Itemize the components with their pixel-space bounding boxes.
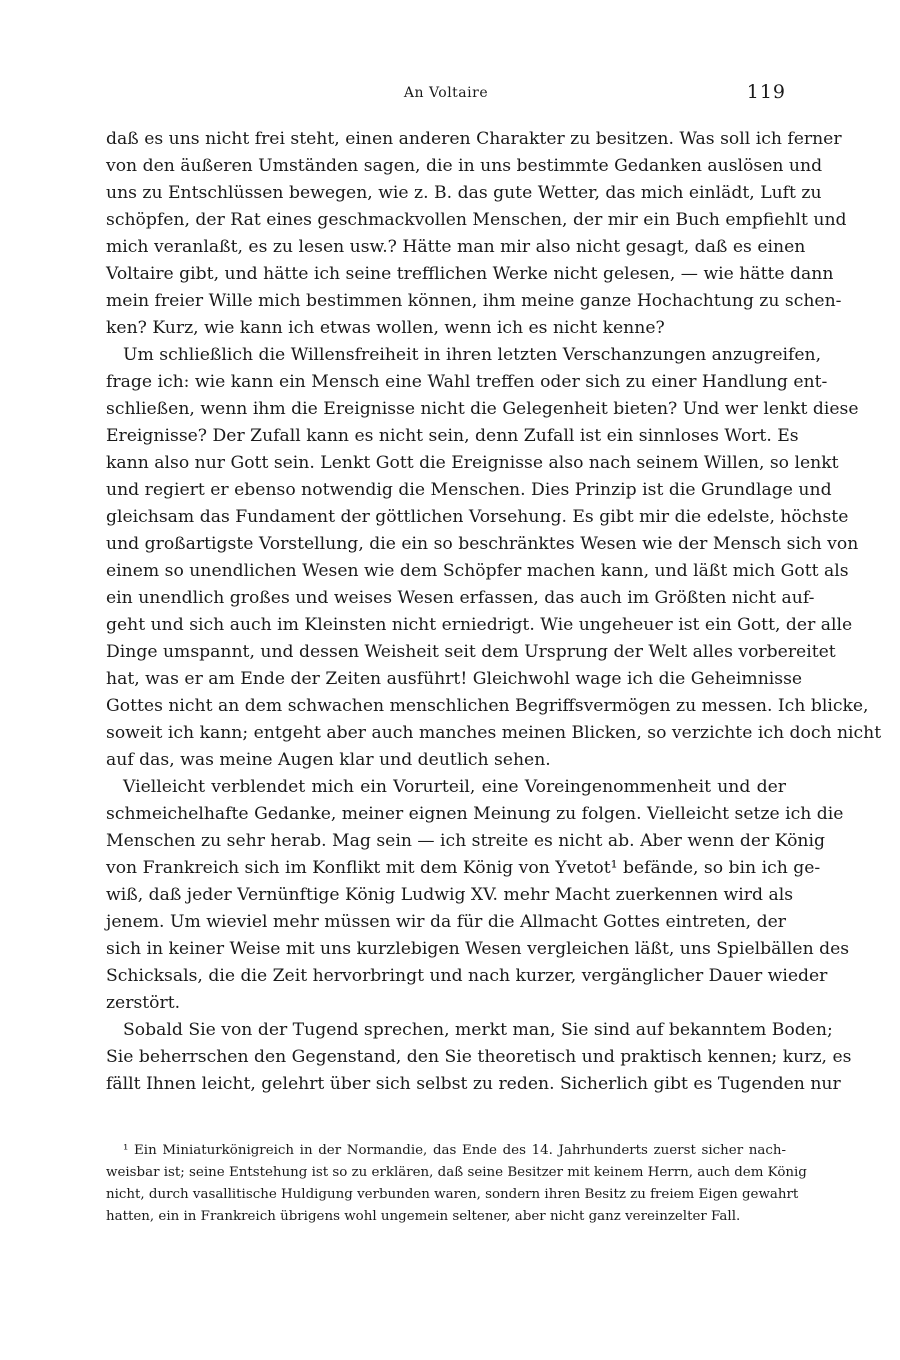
paragraph <box>106 342 882 774</box>
text-line: von den äußeren Umständen sagen, die in uns bestimmte Gedanken auslösen und <box>106 156 823 176</box>
running-head <box>106 81 786 109</box>
text-line: frage ich: wie kann ein Mensch eine Wahl treffen oder sich zu einer Handlung ent- <box>106 372 828 392</box>
text-line: von Frankreich sich im Konflikt mit dem König von Yvetot¹ befände, so bin ich ge- <box>106 858 821 878</box>
text-line: Ereignisse? Der Zufall kann es nicht sein, denn Zufall ist ein sinnloses Wort. Es <box>106 426 799 446</box>
text-line: mein freier Wille mich bestimmen können, ihm meine ganze Hochachtung zu schen- <box>106 291 842 311</box>
text-line: zerstört. <box>106 993 181 1013</box>
text-line: und regiert er ebenso notwendig die Menschen. Dies Prinzip ist die Grundlage und <box>106 480 832 500</box>
paragraph <box>106 774 850 1017</box>
text-line: Sobald Sie von der Tugend sprechen, merkt man, Sie sind auf bekanntem Boden; <box>123 1020 833 1040</box>
text-line: soweit ich kann; entgeht aber auch manches meinen Blicken, so verzichte ich doch nicht <box>106 723 882 743</box>
text-line: und großartigste Vorstellung, die ein so beschränktes Wesen wie der Mensch sich von <box>106 534 859 554</box>
paragraph <box>106 1017 852 1098</box>
text-line: Dinge umspannt, und dessen Weisheit seit dem Ursprung der Welt alles vorbereitet <box>106 642 836 662</box>
text-line: schmeichelhafte Gedanke, meiner eignen Meinung zu folgen. Vielleicht setze ich die <box>106 804 844 824</box>
footnote-line: weisbar ist; seine Entstehung ist so zu erklären, daß seine Besitzer mit keinem Herrn, auch dem König <box>106 1165 807 1180</box>
text-line: Schicksals, die die Zeit hervorbringt und nach kurzer, vergänglicher Dauer wieder <box>106 966 828 986</box>
text-line: uns zu Entschlüssen bewegen, wie z. B. das gute Wetter, das mich einlädt, Luft zu <box>106 183 822 203</box>
text-line: geht und sich auch im Kleinsten nicht erniedrigt. Wie ungeheuer ist ein Gott, der alle <box>106 615 853 635</box>
paragraph <box>106 126 847 342</box>
text-line: Menschen zu sehr herab. Mag sein — ich streite es nicht ab. Aber wenn der König <box>106 831 825 851</box>
text-line: auf das, was meine Augen klar und deutlich sehen. <box>106 750 551 770</box>
page-number: 119 <box>746 81 786 103</box>
footnote-line: hatten, ein in Frankreich übrigens wohl ungemein seltener, aber nicht ganz vereinzelter Fall. <box>106 1209 741 1224</box>
footnote <box>106 1140 807 1228</box>
text-line: jenem. Um wieviel mehr müssen wir da für die Allmacht Gottes eintreten, der <box>106 912 786 932</box>
text-line: einem so unendlichen Wesen wie dem Schöpfer machen kann, und läßt mich Gott als <box>106 561 849 581</box>
text-line: kann also nur Gott sein. Lenkt Gott die Ereignisse also nach seinem Willen, so lenkt <box>106 453 839 473</box>
text-line: gleichsam das Fundament der göttlichen Vorsehung. Es gibt mir die edelste, höchste <box>106 507 849 527</box>
text-line: Voltaire gibt, und hätte ich seine trefflichen Werke nicht gelesen, — wie hätte dann <box>106 264 834 284</box>
body-text <box>106 126 882 1098</box>
text-line: fällt Ihnen leicht, gelehrt über sich selbst zu reden. Sicherlich gibt es Tugenden nur <box>106 1074 841 1094</box>
text-line: sich in keiner Weise mit uns kurzlebigen Wesen vergleichen läßt, uns Spielbällen des <box>106 939 850 959</box>
text-line: Vielleicht verblendet mich ein Vorurteil, eine Voreingenommenheit und der <box>123 777 786 797</box>
text-line: Sie beherrschen den Gegenstand, den Sie theoretisch und praktisch kennen; kurz, es <box>106 1047 852 1067</box>
text-line: ken? Kurz, wie kann ich etwas wollen, wenn ich es nicht kenne? <box>106 318 665 338</box>
text-line: mich veranlaßt, es zu lesen usw.? Hätte man mir also nicht gesagt, daß es einen <box>106 237 806 257</box>
text-line: Um schließlich die Willensfreiheit in ihren letzten Verschanzungen anzugreifen, <box>123 345 822 365</box>
text-line: ein unendlich großes und weises Wesen erfassen, das auch im Größten nicht auf- <box>106 588 815 608</box>
running-title: An Voltaire <box>403 85 489 101</box>
text-line: Gottes nicht an dem schwachen menschlichen Begriffsvermögen zu messen. Ich blicke, <box>106 696 869 716</box>
text-line: schöpfen, der Rat eines geschmackvollen Menschen, der mir ein Buch empfiehlt und <box>106 210 847 230</box>
text-line: schließen, wenn ihm die Ereignisse nicht die Gelegenheit bieten? Und wer lenkt diese <box>106 399 859 419</box>
text-line: daß es uns nicht frei steht, einen anderen Charakter zu besitzen. Was soll ich ferner <box>106 129 842 149</box>
footnote-line: nicht, durch vasallitische Huldigung verbunden waren, sondern ihren Besitz zu freiem Eigen gewahrt <box>106 1187 799 1202</box>
text-line: wiß, daß jeder Vernünftige König Ludwig XV. mehr Macht zuerkennen wird als <box>106 885 794 905</box>
footnote-line: ¹ Ein Miniaturkönigreich in der Normandie, das Ende des 14. Jahrhunderts zuerst sicher nach- <box>123 1143 786 1158</box>
text-line: hat, was er am Ende der Zeiten ausführt! Gleichwohl wage ich die Geheimnisse <box>106 669 803 689</box>
